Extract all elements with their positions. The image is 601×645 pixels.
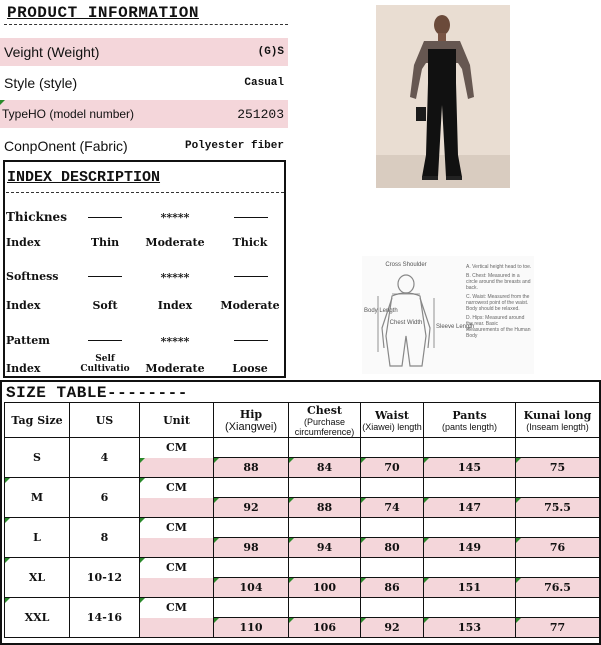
thickness-stars: ***** xyxy=(160,211,190,224)
us-cell: 4 xyxy=(70,438,140,478)
header-unit: Unit xyxy=(140,403,214,438)
softness-level-3: Moderate xyxy=(220,299,280,312)
waist-cell: 86 xyxy=(361,578,424,598)
chest-cell: 100 xyxy=(289,578,361,598)
product-info-row-model xyxy=(0,100,288,128)
diagram-note: C. Waist: Measured from the narrowest point of the waist. Body should be relaxed. xyxy=(466,294,530,312)
hip-cell: 88 xyxy=(214,458,289,478)
product-info-title: PRODUCT INFORMATION xyxy=(7,4,199,22)
pants-cell: 151 xyxy=(424,578,516,598)
inseam-cell: 75.5 xyxy=(516,498,600,518)
header-waist: Waist (Xiawei) length xyxy=(361,403,424,438)
measurement-diagram xyxy=(362,256,534,374)
diagram-label-cross-shoulder: Cross Shoulder xyxy=(385,262,427,268)
chest-cell: 94 xyxy=(289,538,361,558)
scale-line xyxy=(234,217,268,218)
inseam-cell: 76.5 xyxy=(516,578,600,598)
pattern-level-3: Loose xyxy=(232,362,268,375)
us-cell: 6 xyxy=(70,478,140,518)
us-cell: 10-12 xyxy=(70,558,140,598)
diagram-label-body-length: Body Length xyxy=(364,308,398,314)
tag-size-cell: XXL xyxy=(5,598,70,638)
pants-cell: 149 xyxy=(424,538,516,558)
unit-cell: CM xyxy=(140,598,214,618)
softness-level-1: Soft xyxy=(92,299,118,312)
scale-line xyxy=(234,340,268,341)
waist-cell: 92 xyxy=(361,618,424,638)
table-row xyxy=(5,478,600,498)
pants-cell: 145 xyxy=(424,458,516,478)
chest-cell: 84 xyxy=(289,458,361,478)
thickness-level-2: Moderate xyxy=(145,236,205,249)
product-info-value: (G)S xyxy=(257,46,284,58)
hip-cell: 92 xyxy=(214,498,289,518)
diagram-note: A. Vertical height head to toe. xyxy=(466,264,532,270)
unit-cell: CM xyxy=(140,438,214,458)
inseam-cell: 76 xyxy=(516,538,600,558)
hip-cell: 104 xyxy=(214,578,289,598)
waist-cell: 80 xyxy=(361,538,424,558)
chest-cell: 88 xyxy=(289,498,361,518)
us-cell: 14-16 xyxy=(70,598,140,638)
diagram-notes xyxy=(466,264,532,339)
softness-label: Softness xyxy=(6,270,59,283)
size-table-title: SIZE TABLE-------- xyxy=(6,384,188,402)
product-info-value: Casual xyxy=(244,77,284,89)
diagram-label-sleeve-length: Sleeve Length xyxy=(436,324,475,330)
pants-cell: 153 xyxy=(424,618,516,638)
product-info-key: Veight (Weight) xyxy=(4,44,100,60)
model-figure-icon xyxy=(376,5,510,188)
table-row xyxy=(5,598,600,618)
table-row xyxy=(5,438,600,458)
scale-line xyxy=(234,276,268,277)
header-chest: Chest (Purchase circumference) xyxy=(289,403,361,438)
size-table xyxy=(4,402,600,638)
product-info-row-style xyxy=(0,69,288,97)
pattern-level-2: Moderate xyxy=(145,362,205,375)
product-info-key: TypeHO (model number) xyxy=(2,107,135,121)
diagram-label-chest-width: Chest Width xyxy=(389,320,423,326)
model-photo xyxy=(376,5,510,188)
pattern-level-1: Self Cultivatio xyxy=(80,354,130,374)
thickness-level-1: Thin xyxy=(90,236,120,249)
unit-cell: CM xyxy=(140,558,214,578)
thickness-label: Thicknes xyxy=(6,210,67,224)
pants-cell: 147 xyxy=(424,498,516,518)
us-cell: 8 xyxy=(70,518,140,558)
product-info-row-fabric xyxy=(0,132,288,160)
tag-size-cell: S xyxy=(5,438,70,478)
unit-cell: CM xyxy=(140,478,214,498)
waist-cell: 70 xyxy=(361,458,424,478)
header-hip: Hip (Xiangwei) xyxy=(214,403,289,438)
dashed-divider xyxy=(6,192,284,193)
diagram-note: D. Hips: Measured around the rear. Basic Measurements of the Human Body xyxy=(466,315,531,339)
hip-cell: 98 xyxy=(214,538,289,558)
thickness-level-3: Thick xyxy=(232,236,268,249)
header-kunai: Kunai long (Inseam length) xyxy=(516,403,600,438)
product-info-row-weight xyxy=(0,38,288,66)
product-info-value: 251203 xyxy=(237,106,284,122)
pattern-stars: ***** xyxy=(160,335,190,348)
size-table-header-row xyxy=(5,403,600,438)
table-row xyxy=(5,518,600,538)
tag-size-cell: L xyxy=(5,518,70,558)
product-info-key: Style (style) xyxy=(4,75,78,91)
hip-cell: 110 xyxy=(214,618,289,638)
inseam-cell: 77 xyxy=(516,618,600,638)
chest-cell: 106 xyxy=(289,618,361,638)
tag-size-cell: M xyxy=(5,478,70,518)
header-tag-size: Tag Size xyxy=(5,403,70,438)
table-row xyxy=(5,558,600,578)
index-box-top-border xyxy=(3,160,286,162)
tag-size-cell: XL xyxy=(5,558,70,598)
scale-line xyxy=(88,340,122,341)
unit-cell: CM xyxy=(140,518,214,538)
softness-index-label: Index xyxy=(6,299,41,312)
scale-line xyxy=(88,217,122,218)
waist-cell: 74 xyxy=(361,498,424,518)
scale-line xyxy=(88,276,122,277)
inseam-cell: 75 xyxy=(516,458,600,478)
index-description-title: INDEX DESCRIPTION xyxy=(7,169,161,186)
softness-stars: ***** xyxy=(160,271,190,284)
product-info-value: Polyester fiber xyxy=(184,140,284,152)
thickness-index-label: Index xyxy=(6,236,41,249)
header-pants: Pants (pants length) xyxy=(424,403,516,438)
header-us: US xyxy=(70,403,140,438)
pattern-index-label: Index xyxy=(6,362,41,375)
softness-level-2: Index xyxy=(157,299,193,312)
dashed-divider xyxy=(4,24,288,25)
diagram-note: B. Chest: Measured in a circle around the breasts and back. xyxy=(466,273,531,291)
product-info-key: ConpOnent (Fabric) xyxy=(4,138,128,154)
pattern-label: Pattem xyxy=(6,334,50,347)
